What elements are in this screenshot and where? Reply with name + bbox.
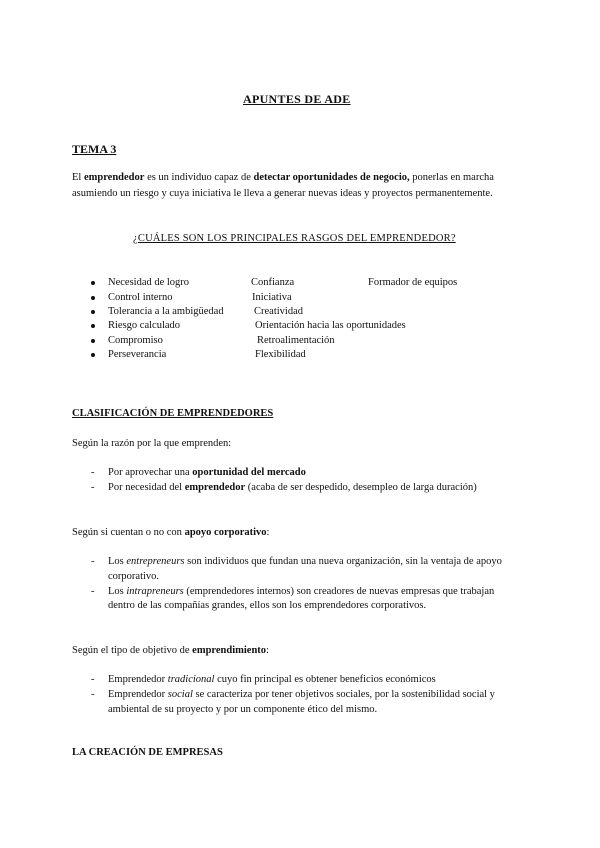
trait-item: Perseverancia: [108, 349, 167, 360]
business-creation-heading: LA CREACIÓN DE EMPRESAS: [72, 747, 223, 758]
trait-item: Necesidad de logro: [108, 277, 190, 288]
dash-marker: -: [91, 482, 95, 493]
reason-label: Según la razón por la que emprenden:: [72, 438, 232, 449]
support-label: Según si cuentan o no con apoyo corporativo:: [72, 527, 270, 538]
trait-item: Tolerancia a la ambigüedad: [108, 306, 224, 317]
classification-heading: CLASIFICACIÓN DE EMPRENDEDORES: [72, 408, 274, 419]
topic-heading: TEMA 3: [72, 142, 117, 156]
trait-item: Control interno: [108, 292, 173, 303]
trait-item: Riesgo calculado: [108, 320, 181, 331]
bullet-icon: [91, 339, 95, 343]
trait-item: Orientación hacia las oportunidades: [255, 320, 406, 331]
reason-item: Por necesidad del emprendedor (acaba de ser despedido, desempleo de larga duración): [108, 482, 477, 493]
objective-item: Emprendedor tradicional cuyo fin principal es obtener beneficios económicos: [108, 674, 436, 685]
objective-item-cont: ambiental de su proyecto y por un componente ético del mismo.: [108, 704, 378, 715]
objective-label: Según el tipo de objetivo de emprendimiento:: [72, 645, 269, 656]
objective-item: Emprendedor social se caracteriza por tener objetivos sociales, por la sostenibilidad social y: [108, 689, 495, 700]
dash-marker: -: [91, 674, 95, 685]
bullet-icon: [91, 353, 95, 357]
trait-item: Confianza: [251, 277, 295, 288]
trait-item: Creatividad: [254, 306, 303, 317]
bullet-icon: [91, 296, 95, 300]
trait-item: Flexibilidad: [255, 349, 306, 360]
dash-marker: -: [91, 556, 95, 567]
dash-marker: -: [91, 586, 95, 597]
trait-item: Formador de equipos: [368, 277, 458, 288]
traits-heading: ¿CUÁLES SON LOS PRINCIPALES RASGOS DEL EMPRENDEDOR?: [133, 233, 456, 244]
support-item-cont: dentro de las compañías grandes, ellos son los emprendedores corporativos.: [108, 600, 427, 611]
dash-marker: -: [91, 467, 95, 478]
bullet-icon: [91, 281, 95, 285]
dash-marker: -: [91, 689, 95, 700]
document-title: APUNTES DE ADE: [243, 92, 351, 106]
support-item: Los entrepreneurs son individuos que fundan una nueva organización, sin la ventaja de apoyo: [108, 556, 502, 567]
bullet-icon: [91, 310, 95, 314]
bullet-icon: [91, 324, 95, 328]
support-item-cont: corporativo.: [108, 571, 160, 582]
intro-line-1: El emprendedor es un individuo capaz de detectar oportunidades de negocio, ponerlas en marcha: [72, 172, 494, 183]
trait-item: Retroalimentación: [257, 335, 335, 346]
trait-item: Compromiso: [108, 335, 163, 346]
support-item: Los intrapreneurs (emprendedores internos) son creadores de nuevas empresas que trabajan: [108, 586, 495, 597]
reason-item: Por aprovechar una oportunidad del mercado: [108, 467, 306, 478]
trait-item: Iniciativa: [252, 292, 292, 303]
intro-line-2: asumiendo un riesgo y cuya iniciativa le lleva a generar nuevas ideas y proyectos permanentemente.: [72, 188, 493, 199]
